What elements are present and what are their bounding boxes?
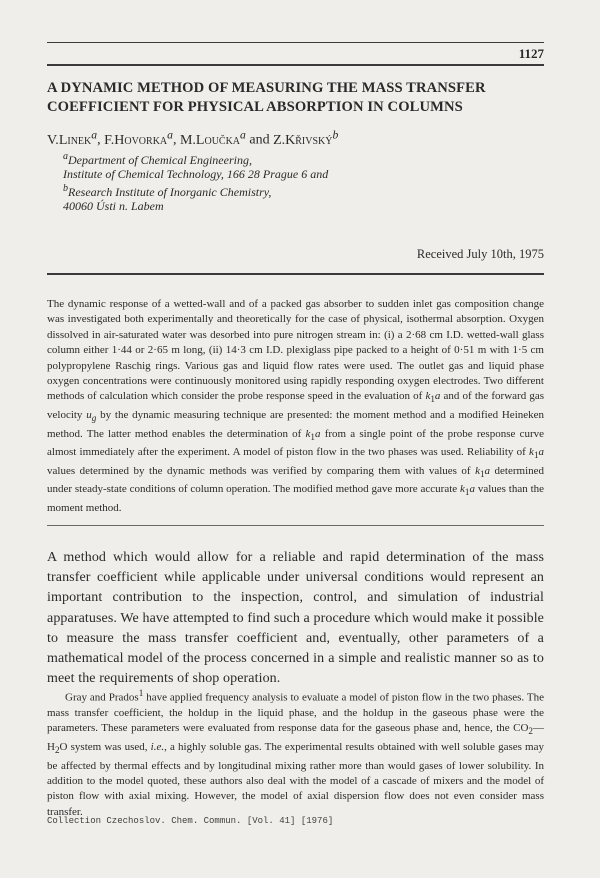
author-hovorka: F.Hovorka$^a$ <box>104 128 173 148</box>
body-paragraph: Gray and Prados$^1$ have applied frequency analysis to evaluate a model of piston flow in the two phases. The mass transfer coefficient, the holdup in the liquid phase, and the holdup in the gaseous phase were the parameters. These parameters were evaluated from response data for the gaseous phase and, hence, the $CO_2—H_2O$ system was used, i.e., a highly soluble gas. The experimental results obtained with well soluble gases may be affected by thermal effects and by longitudinal mixing rather more than would gases of lower solubility. In addition to the model quoted, these authors also deal with the model of a cascade of mixers and the model of piston flow with axial mixing. However, the model of axial dispersion flow does not even consider mass transfer. <box>47 688 544 818</box>
author-list: V.Linek$^a$, F.Hovorka$^a$, M.Loučka$^a$ and Z.Křivský$^b$ <box>47 128 339 148</box>
page-number: 1127 <box>518 46 544 61</box>
author-loucka: M.Loučka$^a$ <box>179 128 246 148</box>
paper-title: A DYNAMIC METHOD OF MEASURING THE MASS TRANSFER COEFFICIENT FOR PHYSICAL ABSORPTION IN COLUMNS <box>47 80 486 115</box>
author-krivsky: Z.Křivský$^b$ <box>273 128 339 148</box>
abstract-bottom-rule <box>47 525 544 526</box>
affiliation-b-line2: 40060 Ústi n. Labem <box>63 199 164 213</box>
abstract: The dynamic response of a wetted-wall and of a packed gas absorber to sudden inlet gas composition change was investigated both experimentally and theoretically for the case of physical, isothermal absorption. Oxygen dissolved in air-saturated water was desorbed into pure nitrogen stream in: (i) a 2·68 cm I.D. wetted-wall glass column either 1·44 or 2·65 m long, (ii) 14·3 cm I.D. plexiglass pipe packed to a height of 0·51 m with 1·5 cm polypropylene Raschig rings. Various gas and liquid flow rates were used. The outlet gas and liquid phase oxygen concentrations were continuously monitored using rapidly responding oxygen electrodes. Two different methods of calculation which consider the probe response speed in the evaluation of $k_1a$ and of the forward gas velocity $u_g$ by the dynamic measuring technique are presented: the moment method and a modified Heineken method. The latter method enables the determination of $k_1a$ from a single point of the probe response curve almost immediately after the experiment. A model of piston flow in the two phases was used. Reliability of $k_1a$ values determined by the dynamic methods was verified by comparing them with values of $k_1a$ determined under steady-state conditions of column operation. The modified method gave more accurate $k_1a$ values than the moment method. <box>47 298 545 514</box>
affiliation-b-line1: $^b$Research Institute of Inorganic Chemistry, <box>63 183 272 199</box>
authors-conjunction: and <box>249 132 270 148</box>
affiliation-a-line1: $^a$Department of Chemical Engineering, <box>63 151 252 167</box>
intro-paragraph: A method which would allow for a reliable and rapid determination of the mass transfer coefficient while applicable under universal conditions would represent an important contribution to the inspection, control, and simulation of industrial apparatuses. We have attempted to find such a procedure which would make it possible to measure the mass transfer coefficient and, eventually, other parameters of a mathematical model of the process concerned in a simple and realistic manner so as to meet the requirements of shop operation. <box>47 550 544 687</box>
abstract-top-rule <box>47 273 544 275</box>
journal-footer: Collection Czechoslov. Chem. Commun. [Vol. 41] [1976] <box>47 816 334 826</box>
header-rule <box>47 42 544 43</box>
affiliation-a-line2: Institute of Chemical Technology, 166 28 Prague 6 and <box>63 167 329 181</box>
header-rule-bold <box>47 64 544 66</box>
received-date: Received July 10th, 1975 <box>416 247 544 261</box>
author-linek: V.Linek$^a$ <box>47 128 98 148</box>
